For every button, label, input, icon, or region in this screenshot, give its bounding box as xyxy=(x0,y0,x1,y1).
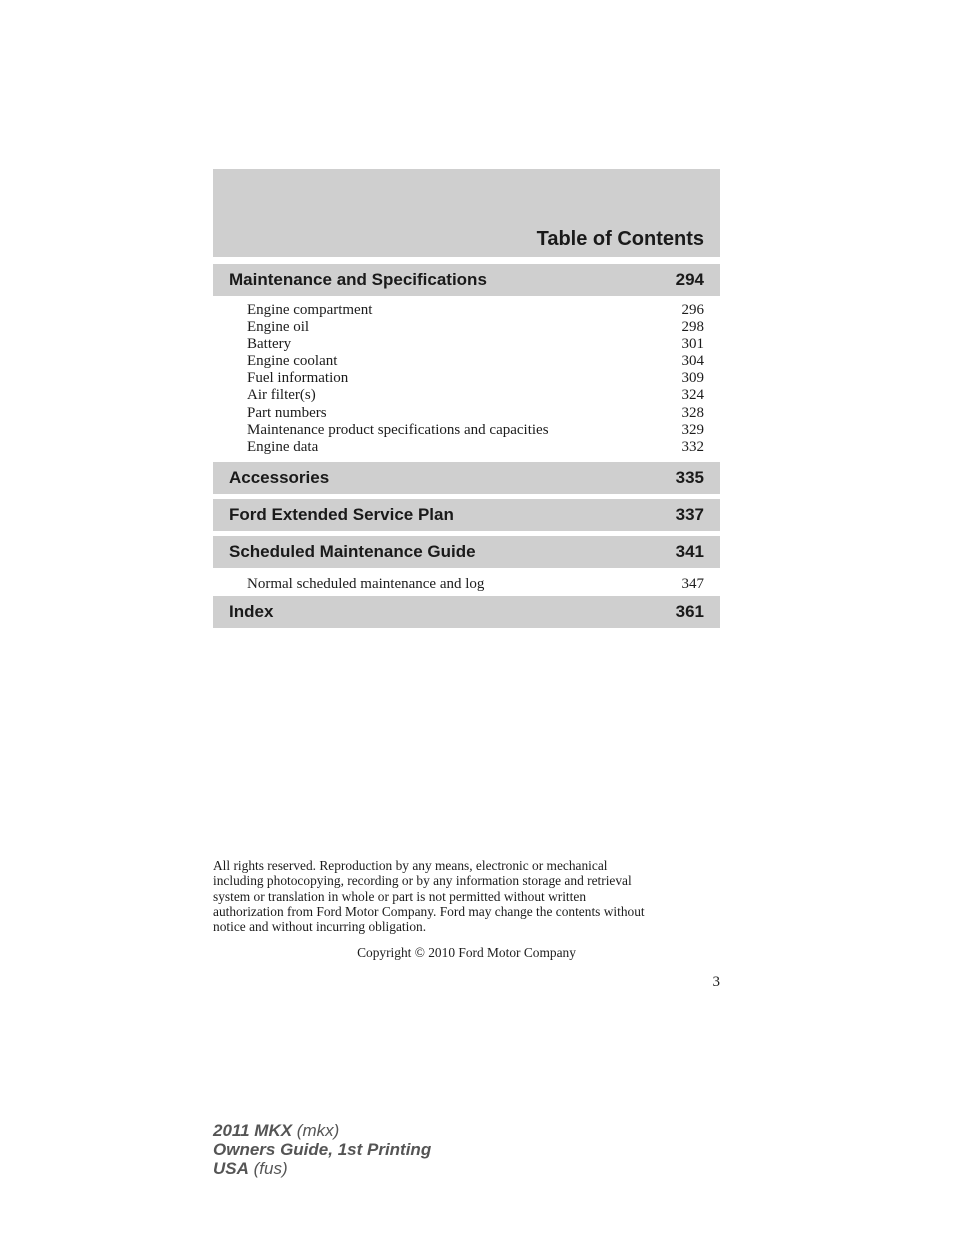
section-title: Index xyxy=(229,602,274,621)
section-entries-scheduled xyxy=(247,576,704,593)
entry-page: 296 xyxy=(681,302,704,318)
section-index[interactable] xyxy=(213,596,720,628)
guide-edition: Owners Guide, 1st Printing xyxy=(213,1140,432,1159)
toc-entry[interactable] xyxy=(247,370,704,387)
entry-title: Engine data xyxy=(247,438,319,455)
entry-page: 298 xyxy=(681,319,704,336)
section-page: 361 xyxy=(675,602,704,621)
copyright-line: Copyright © 2010 Ford Motor Company xyxy=(357,945,576,960)
entry-page: 301 xyxy=(681,336,704,353)
section-page: 294 xyxy=(675,270,704,289)
model-label: 2011 MKX xyxy=(213,1121,293,1140)
entry-title: Normal scheduled maintenance and log xyxy=(247,576,485,592)
toc-entry[interactable] xyxy=(247,353,704,370)
section-scheduled-maintenance-guide[interactable] xyxy=(213,536,720,568)
entry-title: Engine compartment xyxy=(247,302,373,318)
entry-title: Engine oil xyxy=(247,319,310,336)
toc-entry[interactable] xyxy=(247,576,704,593)
toc-entry[interactable] xyxy=(247,422,704,439)
section-maintenance-specifications[interactable] xyxy=(213,264,720,296)
section-title: Accessories xyxy=(229,468,330,487)
toc-title: Table of Contents xyxy=(536,228,704,250)
section-entries-maintenance xyxy=(247,302,704,456)
print-footer xyxy=(213,1121,431,1178)
entry-title: Part numbers xyxy=(247,404,327,421)
section-page: 337 xyxy=(675,505,704,524)
entry-page: 309 xyxy=(681,370,704,387)
entry-page: 347 xyxy=(681,576,704,592)
section-title: Scheduled Maintenance Guide xyxy=(229,542,476,561)
toc-entry[interactable] xyxy=(247,405,704,422)
market-label: USA xyxy=(213,1159,249,1178)
entry-page: 324 xyxy=(681,387,704,404)
entry-title: Maintenance product specifications and capacities xyxy=(247,421,549,438)
entry-title: Engine coolant xyxy=(247,353,338,370)
section-title: Ford Extended Service Plan xyxy=(229,505,454,524)
toc-entry[interactable] xyxy=(247,387,704,404)
section-page: 341 xyxy=(675,542,704,561)
section-accessories[interactable] xyxy=(213,462,720,494)
section-page: 335 xyxy=(675,468,704,487)
toc-entry[interactable] xyxy=(247,336,704,353)
section-title: Maintenance and Specifications xyxy=(229,270,487,289)
section-ford-extended-service-plan[interactable] xyxy=(213,499,720,531)
legal-notice: All rights reserved. Reproduction by any means, electronic or mechanical including photocopying, recording or by any information storage and retrieval system or translation in whole or part is not permitted without written authorization from Ford Motor Company. Ford may change the contents without notice and without incurring obligation. xyxy=(213,858,645,935)
market-code: (fus) xyxy=(253,1159,288,1178)
entry-page: 332 xyxy=(681,438,704,455)
model-code: (mkx) xyxy=(296,1121,340,1140)
page-number: 3 xyxy=(712,974,720,990)
toc-header-box xyxy=(213,169,720,257)
entry-title: Battery xyxy=(247,336,292,353)
entry-title: Air filter(s) xyxy=(247,387,316,404)
toc-entry[interactable] xyxy=(247,302,704,319)
toc-entry[interactable] xyxy=(247,439,704,456)
toc-entry[interactable] xyxy=(247,319,704,336)
entry-page: 328 xyxy=(681,404,704,421)
entry-page: 329 xyxy=(681,421,704,438)
entry-page: 304 xyxy=(681,353,704,370)
entry-title: Fuel information xyxy=(247,370,349,387)
